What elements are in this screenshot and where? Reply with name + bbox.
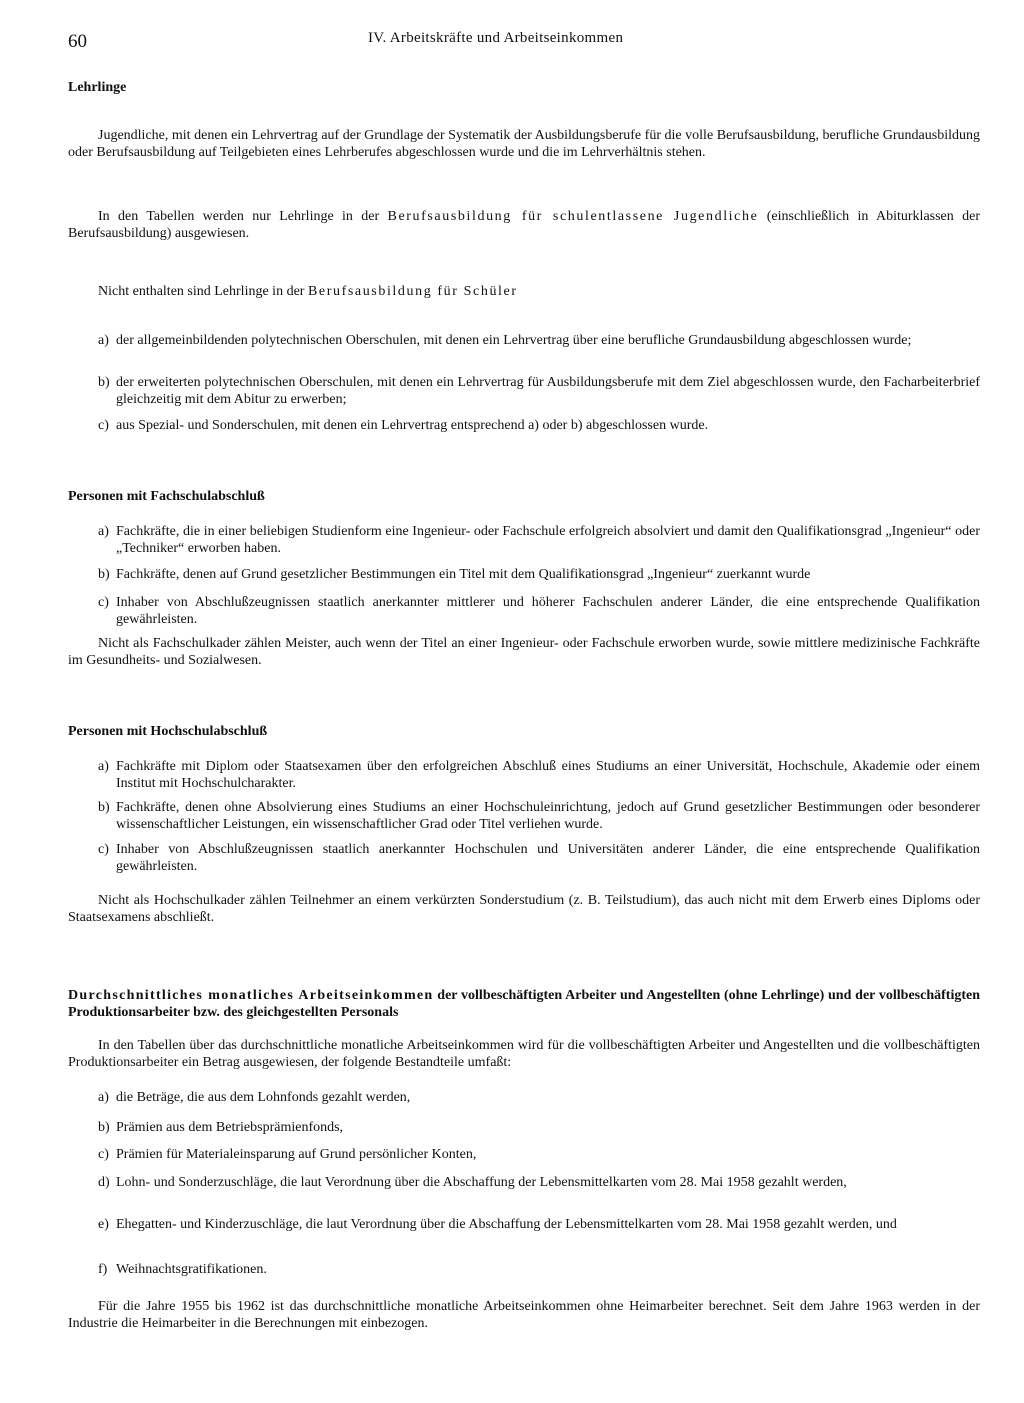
item-text: Prämien aus dem Betriebsprämienfonds,: [116, 1120, 344, 1135]
hochschule-note: Nicht als Hochschulkader zählen Teilnehmer an einem verkürzten Sonderstudium (z. B. Teilstudium), das auch nicht mit dem Erwerb eines Diploms oder Staatsexamens abschließt.: [68, 893, 980, 925]
item-label: c): [98, 418, 109, 433]
item-label: a): [98, 333, 109, 348]
einkommen-item-d: [98, 1174, 980, 1191]
item-label: b): [98, 567, 110, 582]
item-label: a): [98, 1090, 109, 1105]
einkommen-item-c: [98, 1146, 980, 1163]
item-text: Inhaber von Abschlußzeugnissen staatlich anerkannter mittlerer und höherer Fachschulen anderer Länder, die eine entsprechende Qualifikation gewährleisten.: [116, 595, 980, 627]
item-text: aus Spezial- und Sonderschulen, mit denen ein Lehrvertrag entsprechend a) oder b) abgeschlossen wurde.: [116, 418, 709, 433]
item-label: b): [98, 375, 110, 390]
item-label: d): [98, 1175, 110, 1190]
lehrlinge-item-a: [98, 332, 980, 349]
item-text: Fachkräfte, die in einer beliebigen Studienform eine Ingenieur- oder Fachschule erfolgreich absolviert und damit den Qualifikationsgrad „Ingenieur“ oder „Techniker“ erworben haben.: [116, 524, 980, 556]
heading-arbeitseinkommen-rest: der vollbeschäftigten Arbeiter und Angestellten (ohne Lehrlinge) und der vollbeschäftigten Produktionsarbeiter bzw. des gleichgestellten Personals: [68, 988, 980, 1020]
item-text: Weihnachtsgratifikationen.: [116, 1262, 267, 1277]
einkommen-item-f: [98, 1261, 980, 1278]
lehrlinge-scope-post: (einschließlich in Abiturklassen der Berufsausbildung) ausgewiesen.: [68, 209, 980, 241]
lehrlinge-scope-emphasis: Berufsausbildung für schulentlassene Jugendliche: [387, 209, 759, 224]
lehrlinge-scope-pre: In den Tabellen werden nur Lehrlinge in der: [98, 209, 388, 224]
heading-hochschulabschluss: Personen mit Hochschulabschluß: [68, 724, 268, 739]
item-label: b): [98, 800, 110, 815]
hochschule-item-c: [98, 841, 980, 875]
heading-arbeitseinkommen: [68, 987, 980, 1021]
item-text: der erweiterten polytechnischen Oberschulen, mit denen ein Lehrvertrag für Ausbildungsberufe mit dem Ziel abgeschlossen wurde, den Facharbeiterbrief gleichzeitig mit dem Abitur zu erwerben;: [116, 375, 980, 407]
item-label: c): [98, 595, 109, 610]
item-text: die Beträge, die aus dem Lohnfonds gezahlt werden,: [116, 1090, 411, 1105]
item-label: c): [98, 842, 109, 857]
page-number: 60: [68, 31, 87, 52]
heading-arbeitseinkommen-spaced: Durchschnittliches monatliches Arbeitseinkommen: [68, 988, 434, 1003]
item-label: f): [98, 1262, 108, 1277]
lehrlinge-item-c: [98, 417, 980, 434]
item-label: a): [98, 524, 109, 539]
item-label: a): [98, 759, 109, 774]
lehrlinge-scope: [68, 208, 980, 242]
hochschule-item-a: [98, 758, 980, 792]
einkommen-note: Für die Jahre 1955 bis 1962 ist das durchschnittliche monatliche Arbeitseinkommen ohne Heimarbeiter berechnet. Seit dem Jahre 1963 werden in der Industrie die Heimarbeiter in die Berechnungen mit einbezogen.: [68, 1299, 980, 1331]
lehrlinge-item-b: [98, 374, 980, 408]
item-text: Inhaber von Abschlußzeugnissen staatlich anerkannter Hochschulen und Universitäten anderer Länder, die eine entsprechende Qualifikation gewährleisten.: [116, 842, 980, 874]
item-text: Fachkräfte, denen auf Grund gesetzlicher Bestimmungen ein Titel mit dem Qualifikationsgrad „Ingenieur“ zuerkannt wurde: [116, 567, 811, 582]
item-label: c): [98, 1147, 109, 1162]
einkommen-item-b: [98, 1119, 980, 1136]
fachschule-item-a: [98, 523, 980, 557]
heading-lehrlinge: Lehrlinge: [68, 80, 127, 95]
einkommen-item-a: [98, 1089, 980, 1106]
heading-fachschulabschluss: Personen mit Fachschulabschluß: [68, 489, 265, 504]
fachschule-note: Nicht als Fachschulkader zählen Meister, auch wenn der Titel an einer Ingenieur- oder Fachschule erworben wurde, sowie mittlere medizinische Fachkräfte im Gesundheits- und Sozialwesen.: [68, 636, 980, 668]
item-text: Prämien für Materialeinsparung auf Grund persönlicher Konten,: [116, 1147, 477, 1162]
lehrlinge-exclusion-pre: Nicht enthalten sind Lehrlinge in der: [98, 284, 308, 299]
item-label: b): [98, 1120, 110, 1135]
einkommen-item-e: [98, 1216, 980, 1233]
running-head: IV. Arbeitskräfte und Arbeitseinkommen: [368, 30, 624, 46]
item-text: Ehegatten- und Kinderzuschläge, die laut Verordnung über die Abschaffung der Lebensmittelkarten vom 28. Mai 1958 gezahlt werden, und: [116, 1217, 897, 1232]
item-text: Fachkräfte mit Diplom oder Staatsexamen über den erfolgreichen Abschluß eines Studiums an einer Universität, Hochschule, Akademie oder einem Institut mit Hochschulcharakter.: [116, 759, 980, 791]
hochschule-item-b: [98, 799, 980, 833]
einkommen-intro: In den Tabellen über das durchschnittliche monatliche Arbeitseinkommen wird für die vollbeschäftigten Arbeiter und Angestellten und die vollbeschäftigten Produktionsarbeiter ein Betrag ausgewiesen, der folgende Bestandteile umfaßt:: [68, 1038, 980, 1070]
lehrlinge-definition: Jugendliche, mit denen ein Lehrvertrag auf der Grundlage der Systematik der Ausbildungsberufe für die volle Berufsausbildung, berufliche Grundausbildung oder Berufsausbildung auf Teilgebieten eines Lehrberufes abgeschlossen wurde und die im Lehrverhältnis stehen.: [68, 128, 980, 160]
fachschule-item-c: [98, 594, 980, 628]
lehrlinge-exclusion: [68, 283, 980, 300]
item-text: der allgemeinbildenden polytechnischen Oberschulen, mit denen ein Lehrvertrag über eine berufliche Grundausbildung abgeschlossen wurde;: [116, 333, 912, 348]
item-text: Lohn- und Sonderzuschläge, die laut Verordnung über die Abschaffung der Lebensmittelkarten vom 28. Mai 1958 gezahlt werden,: [116, 1175, 847, 1190]
item-label: e): [98, 1217, 109, 1232]
item-text: Fachkräfte, denen ohne Absolvierung eines Studiums an einer Hochschuleinrichtung, jedoch auf Grund gesetzlicher Bestimmungen oder besonderer wissenschaftlicher Leistungen, ein wissenschaftlicher Grad oder Titel verliehen wurde.: [116, 800, 980, 832]
fachschule-item-b: [98, 566, 980, 583]
lehrlinge-exclusion-emphasis: Berufsausbildung für Schüler: [307, 284, 518, 299]
